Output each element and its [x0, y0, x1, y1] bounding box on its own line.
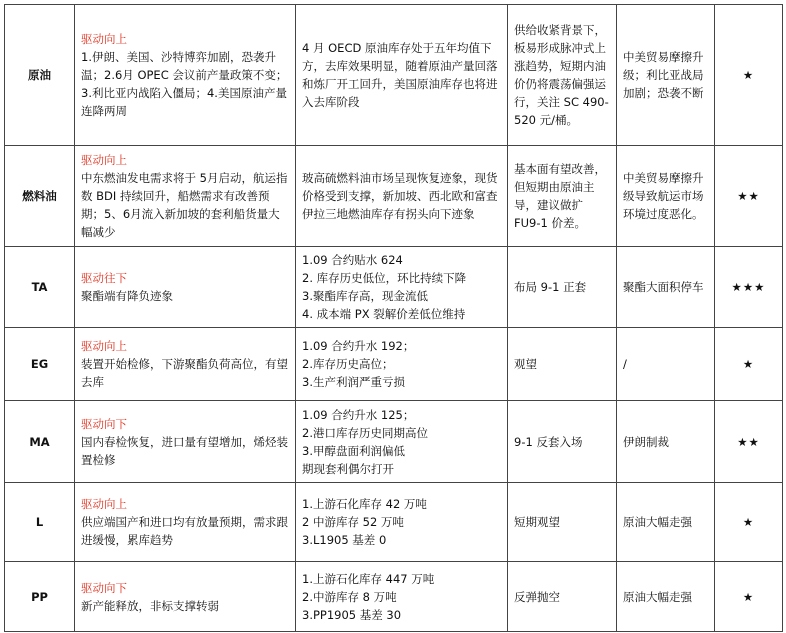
table-row [5, 328, 783, 401]
fundamentals-line: 2 中游库存 52 万吨 [302, 515, 404, 529]
fundamentals-line: 3.聚酯库存高，现金流低 [302, 289, 428, 303]
driver-label: 驱动向下 [81, 416, 127, 431]
driver-label: 驱动向上 [81, 339, 127, 353]
rating-stars: ★ [715, 5, 783, 146]
risk-cell: 中美贸易摩擦升级导致航运市场环境过度恶化。 [617, 146, 715, 247]
risk-cell: 原油大幅走强 [617, 483, 715, 562]
table-row [5, 247, 783, 328]
fundamentals-line: 期现套利偶尔打开 [302, 461, 394, 476]
fundamentals-cell [296, 5, 508, 146]
fundamentals-cell [296, 146, 508, 247]
fundamentals-cell [296, 247, 508, 328]
table-row [5, 5, 783, 146]
driver-logic: 供应端国产和进口均有放量预期，需求跟进缓慢，累库趋势 [81, 515, 288, 547]
driver-logic: 中东燃油发电需求将于 5月启动，航运指数 BDI 持续回升，船燃需求有改善预期；5、6月流入新加坡的套利船货量大幅减少 [81, 171, 288, 239]
rating-stars: ★ [715, 328, 783, 401]
driver-cell [75, 146, 296, 247]
risk-cell: 伊朗制裁 [617, 401, 715, 483]
strategy-cell: 供给收紧背景下，板易形成脉冲式上涨趋势，短期内油价仍将震荡偏强运行，关注 SC 490-520 元/桶。 [508, 5, 617, 146]
driver-cell [75, 328, 296, 401]
driver-label: 驱动向上 [81, 153, 127, 167]
fundamentals-line: 4 月 OECD 原油库存处于五年均值下方，去库效果明显，随着原油产量回落和炼厂开工回升，美国原油库存也将进入去库阶段 [302, 41, 498, 109]
fundamentals-line: 3.甲醇盘面利润偏低 [302, 443, 405, 458]
fundamentals-line: 2. 库存历史低位，环比持续下降 [302, 271, 467, 285]
risk-cell: / [617, 328, 715, 401]
risk-cell: 原油大幅走强 [617, 562, 715, 632]
fundamentals-line: 3.生产利润严重亏损 [302, 375, 405, 389]
fundamentals-cell [296, 328, 508, 401]
driver-logic: 1.伊朗、美国、沙特博弈加剧，恐袭升温；2.6月 OPEC 会议前产量政策不变；3.利比亚内战陷入僵局；4.美国原油产量连降两周 [81, 50, 288, 118]
table-row [5, 146, 783, 247]
driver-label: 驱动往下 [81, 271, 127, 285]
fundamentals-cell [296, 483, 508, 562]
fundamentals-line: 4. 成本端 PX 裂解价差低位维持 [302, 307, 466, 321]
fundamentals-line: 玻高硫燃料油市场呈现恢复迹象，现货价格受到支撑，新加坡、西北欧和富查伊拉三地燃油库存有拐头向下迹象 [302, 171, 498, 221]
rating-stars: ★ [715, 562, 783, 632]
driver-logic: 国内春检恢复，进口量有望增加，烯烃装置检修 [81, 434, 288, 467]
risk-cell: 聚酯大面积停车 [617, 247, 715, 328]
driver-label: 驱动向上 [81, 32, 127, 46]
fundamentals-line: 3.PP1905 基差 30 [302, 607, 402, 622]
strategy-cell: 9-1 反套入场 [508, 401, 617, 483]
rating-stars: ★★ [715, 146, 783, 247]
fundamentals-line: 2.库存历史高位； [302, 357, 394, 371]
fundamentals-line: 2.中游库存 8 万吨 [302, 589, 397, 604]
risk-cell: 中美贸易摩擦升级；利比亚战局加剧；恐袭不断 [617, 5, 715, 146]
fundamentals-line: 1.上游石化库存 447 万吨 [302, 571, 435, 586]
strategy-cell: 观望 [508, 328, 617, 401]
strategy-cell: 布局 9-1 正套 [508, 247, 617, 328]
fundamentals-line: 1.09 合约贴水 624 [302, 253, 403, 267]
commodity-name: TA [5, 247, 75, 328]
fundamentals-line: 2.港口库存历史同期高位 [302, 425, 428, 440]
driver-cell [75, 562, 296, 632]
driver-logic: 聚酯端有降负迹象 [81, 289, 173, 303]
commodity-outlook-table [4, 4, 783, 632]
driver-cell [75, 483, 296, 562]
driver-cell [75, 247, 296, 328]
commodity-name: EG [5, 328, 75, 401]
fundamentals-cell [296, 401, 508, 483]
commodity-name: L [5, 483, 75, 562]
strategy-cell: 短期观望 [508, 483, 617, 562]
table-row [5, 483, 783, 562]
fundamentals-line: 3.L1905 基差 0 [302, 533, 387, 547]
commodity-name: 原油 [5, 5, 75, 146]
fundamentals-line: 1.09 合约升水 125； [302, 407, 415, 422]
fundamentals-line: 1.09 合约升水 192； [302, 339, 415, 353]
driver-label: 驱动向下 [81, 580, 127, 595]
rating-stars: ★ [715, 483, 783, 562]
table-row [5, 401, 783, 483]
driver-cell [75, 401, 296, 483]
commodity-name: PP [5, 562, 75, 632]
rating-stars: ★★ [715, 401, 783, 483]
rating-stars: ★★★ [715, 247, 783, 328]
strategy-cell: 反弹抛空 [508, 562, 617, 632]
driver-logic: 新产能释放，非标支撑转弱 [81, 598, 219, 613]
strategy-cell: 基本面有望改善，但短期由原油主导，建议做扩 FU9-1 价差。 [508, 146, 617, 247]
fundamentals-cell [296, 562, 508, 632]
commodity-name: MA [5, 401, 75, 483]
driver-logic: 装置开始检修，下游聚酯负荷高位，有望去库 [81, 357, 288, 389]
driver-cell [75, 5, 296, 146]
table-row [5, 562, 783, 632]
driver-label: 驱动向上 [81, 497, 127, 511]
commodity-name: 燃料油 [5, 146, 75, 247]
fundamentals-line: 1.上游石化库存 42 万吨 [302, 497, 427, 511]
